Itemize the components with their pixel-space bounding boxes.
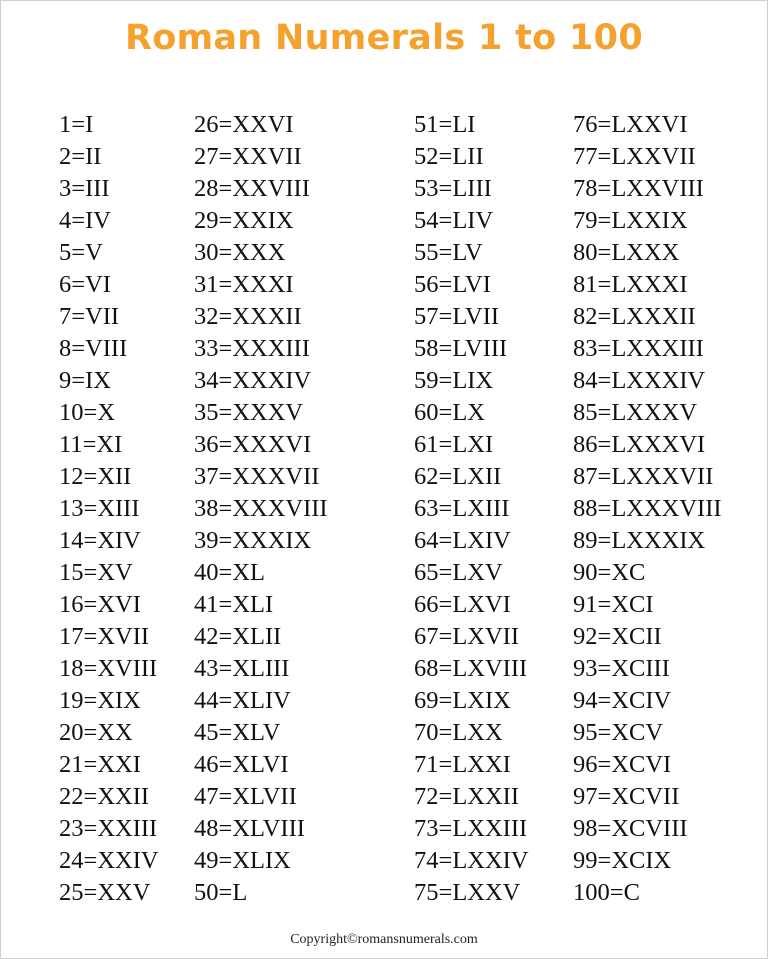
numeral-column-3 <box>414 109 529 909</box>
numeral-entry: 80=LXXX <box>573 239 680 266</box>
numeral-entry: 11=XI <box>59 431 123 458</box>
numeral-entry: 61=LXI <box>414 431 494 458</box>
numeral-entry: 43=XLIII <box>194 655 290 682</box>
numeral-entry: 45=XLV <box>194 719 281 746</box>
numeral-column-2 <box>194 109 328 909</box>
numeral-entry: 64=LXIV <box>414 527 511 554</box>
numeral-entry: 15=XV <box>59 559 133 586</box>
numeral-entry: 47=XLVII <box>194 783 297 810</box>
numeral-entry: 84=LXXXIV <box>573 367 706 394</box>
numeral-entry: 93=XCIII <box>573 655 670 682</box>
numeral-entry: 92=XCII <box>573 623 662 650</box>
numeral-entry: 91=XCI <box>573 591 654 618</box>
numeral-entry: 40=XL <box>194 559 265 586</box>
numeral-entry: 19=XIX <box>59 687 141 714</box>
numeral-entry: 62=LXII <box>414 463 502 490</box>
numeral-entry: 28=XXVIII <box>194 175 310 202</box>
numeral-entry: 1=I <box>59 111 94 138</box>
numeral-entry: 73=LXXIII <box>414 815 528 842</box>
numeral-entry: 54=LIV <box>414 207 494 234</box>
numeral-column-4 <box>573 109 722 909</box>
numeral-entry: 3=III <box>59 175 110 202</box>
numeral-entry: 95=XCV <box>573 719 664 746</box>
numeral-entry: 29=XXIX <box>194 207 294 234</box>
numeral-entry: 90=XC <box>573 559 646 586</box>
numeral-entry: 60=LX <box>414 399 485 426</box>
numeral-entry: 67=LXVII <box>414 623 519 650</box>
numeral-entry: 16=XVI <box>59 591 141 618</box>
numeral-entry: 96=XCVI <box>573 751 672 778</box>
numeral-entry: 32=XXXII <box>194 303 302 330</box>
numeral-entry: 87=LXXXVII <box>573 463 714 490</box>
numeral-entry: 36=XXXVI <box>194 431 312 458</box>
numeral-entry: 9=IX <box>59 367 111 394</box>
numeral-entry: 7=VII <box>59 303 120 330</box>
numeral-entry: 42=XLII <box>194 623 282 650</box>
numeral-entry: 89=LXXXIX <box>573 527 706 554</box>
numeral-entry: 75=LXXV <box>414 879 521 906</box>
page-title: Roman Numerals 1 to 100 <box>125 18 643 58</box>
numeral-entry: 85=LXXXV <box>573 399 698 426</box>
numeral-entry: 99=XCIX <box>573 847 672 874</box>
numeral-entry: 51=LI <box>414 111 476 138</box>
numeral-entry: 4=IV <box>59 207 111 234</box>
numeral-entry: 82=LXXXII <box>573 303 696 330</box>
numeral-entry: 27=XXVII <box>194 143 302 170</box>
numeral-entry: 17=XVII <box>59 623 150 650</box>
numeral-entry: 26=XXVI <box>194 111 294 138</box>
numeral-column-1 <box>59 109 159 909</box>
numeral-entry: 49=XLIX <box>194 847 291 874</box>
numeral-entry: 65=LXV <box>414 559 503 586</box>
numeral-entry: 86=LXXXVI <box>573 431 706 458</box>
numeral-entry: 34=XXXIV <box>194 367 312 394</box>
numeral-entry: 35=XXXV <box>194 399 304 426</box>
numeral-entry: 30=XXX <box>194 239 286 266</box>
numeral-entry: 33=XXXIII <box>194 335 310 362</box>
numeral-entry: 88=LXXXVIII <box>573 495 722 522</box>
numeral-entry: 24=XXIV <box>59 847 159 874</box>
numeral-entry: 23=XXIII <box>59 815 158 842</box>
numeral-entry: 63=LXIII <box>414 495 510 522</box>
numeral-entry: 22=XXII <box>59 783 150 810</box>
numeral-entry: 38=XXXVIII <box>194 495 328 522</box>
numeral-entry: 100=C <box>573 879 640 906</box>
numeral-entry: 83=LXXXIII <box>573 335 704 362</box>
numeral-entry: 57=LVII <box>414 303 500 330</box>
numeral-entry: 56=LVI <box>414 271 491 298</box>
numeral-entry: 78=LXXVIII <box>573 175 704 202</box>
numeral-entry: 77=LXXVII <box>573 143 696 170</box>
numeral-entry: 41=XLI <box>194 591 274 618</box>
numeral-entry: 76=LXXVI <box>573 111 688 138</box>
numeral-entry: 98=XCVIII <box>573 815 688 842</box>
copyright-footer: Copyright©romansnumerals.com <box>290 932 478 947</box>
numeral-entry: 55=LV <box>414 239 483 266</box>
numeral-entry: 71=LXXI <box>414 751 511 778</box>
numeral-entry: 10=X <box>59 399 116 426</box>
numeral-entry: 68=LXVIII <box>414 655 528 682</box>
numeral-entry: 59=LIX <box>414 367 494 394</box>
numeral-entry: 46=XLVI <box>194 751 289 778</box>
numeral-entry: 6=VI <box>59 271 111 298</box>
numeral-entry: 13=XIII <box>59 495 140 522</box>
numeral-entry: 21=XXI <box>59 751 141 778</box>
numeral-entry: 12=XII <box>59 463 132 490</box>
numeral-entry: 5=V <box>59 239 103 266</box>
numeral-entry: 94=XCIV <box>573 687 672 714</box>
numeral-entry: 50=L <box>194 879 248 906</box>
numeral-entry: 31=XXXI <box>194 271 294 298</box>
numeral-entry: 58=LVIII <box>414 335 508 362</box>
numeral-entry: 8=VIII <box>59 335 128 362</box>
numeral-entry: 81=LXXXI <box>573 271 688 298</box>
numeral-entry: 44=XLIV <box>194 687 291 714</box>
numeral-entry: 79=LXXIX <box>573 207 688 234</box>
numeral-entry: 39=XXXIX <box>194 527 312 554</box>
numeral-entry: 37=XXXVII <box>194 463 320 490</box>
numeral-entry: 66=LXVI <box>414 591 511 618</box>
numeral-entry: 48=XLVIII <box>194 815 305 842</box>
numeral-entry: 2=II <box>59 143 102 170</box>
numeral-entry: 72=LXXII <box>414 783 519 810</box>
numeral-entry: 97=XCVII <box>573 783 680 810</box>
numeral-entry: 69=LXIX <box>414 687 511 714</box>
numeral-entry: 53=LIII <box>414 175 492 202</box>
numeral-entry: 20=XX <box>59 719 133 746</box>
numeral-entry: 70=LXX <box>414 719 503 746</box>
numeral-entry: 74=LXXIV <box>414 847 529 874</box>
numeral-entry: 25=XXV <box>59 879 151 906</box>
numeral-entry: 18=XVIII <box>59 655 158 682</box>
numeral-entry: 14=XIV <box>59 527 141 554</box>
numeral-entry: 52=LII <box>414 143 484 170</box>
